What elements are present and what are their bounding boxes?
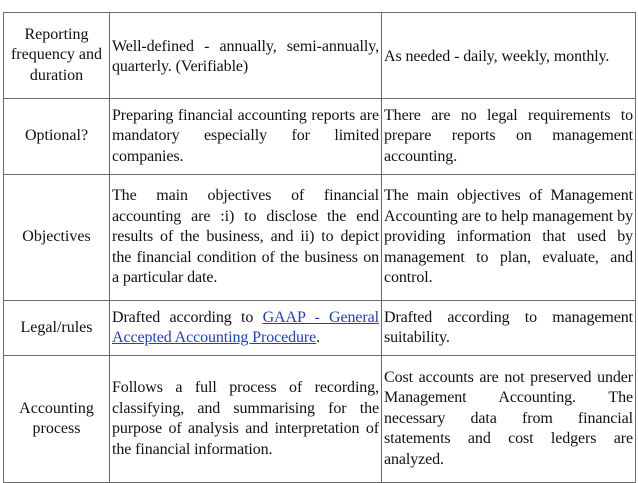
aspect-cell: Reporting frequency and duration xyxy=(4,13,110,99)
financial-accounting-cell: Follows a full process of recording, classifying, and summarising for the purpose of analysis and interpretation of the financial information. xyxy=(110,356,382,483)
table-row-legal-rules xyxy=(4,301,636,356)
management-accounting-cell: Cost accounts are not preserved under Management Accounting. The necessary data from financial statements and cost ledgers are analyzed. xyxy=(382,356,636,483)
management-accounting-cell: There are no legal requirements to prepare reports on management accounting. xyxy=(382,99,636,175)
financial-accounting-cell: The main objectives of financial accounting are :i) to disclose the end results of the business, and ii) to depict the financial condition of the business on a particular date. xyxy=(110,175,382,301)
financial-accounting-cell xyxy=(110,301,382,356)
management-accounting-cell: The main objectives of Management Accounting are to help management by providing information that used by management to plan, evaluate, and control. xyxy=(382,175,636,301)
aspect-cell: Legal/rules xyxy=(4,301,110,356)
gaap-link[interactable]: GAAP - General Accepted Accounting Procedure xyxy=(112,308,379,346)
comparison-table xyxy=(3,12,636,483)
table-row-accounting-process xyxy=(4,356,636,483)
table-row-reporting-frequency xyxy=(4,13,636,99)
financial-accounting-cell: Preparing financial accounting reports are mandatory especially for limited companies. xyxy=(110,99,382,175)
table-row-optional xyxy=(4,99,636,175)
management-accounting-cell: As needed - daily, weekly, monthly. xyxy=(382,13,636,99)
financial-text-prefix: Drafted according to xyxy=(112,308,263,326)
financial-accounting-cell: Well-defined - annually, semi-annually, quarterly. (Verifiable) xyxy=(110,13,382,99)
aspect-cell: Accounting process xyxy=(4,356,110,483)
aspect-cell: Objectives xyxy=(4,175,110,301)
financial-text-suffix: . xyxy=(316,329,321,346)
table-row-objectives xyxy=(4,175,636,301)
management-accounting-cell: Drafted according to management suitability. xyxy=(382,301,636,356)
aspect-cell: Optional? xyxy=(4,99,110,175)
